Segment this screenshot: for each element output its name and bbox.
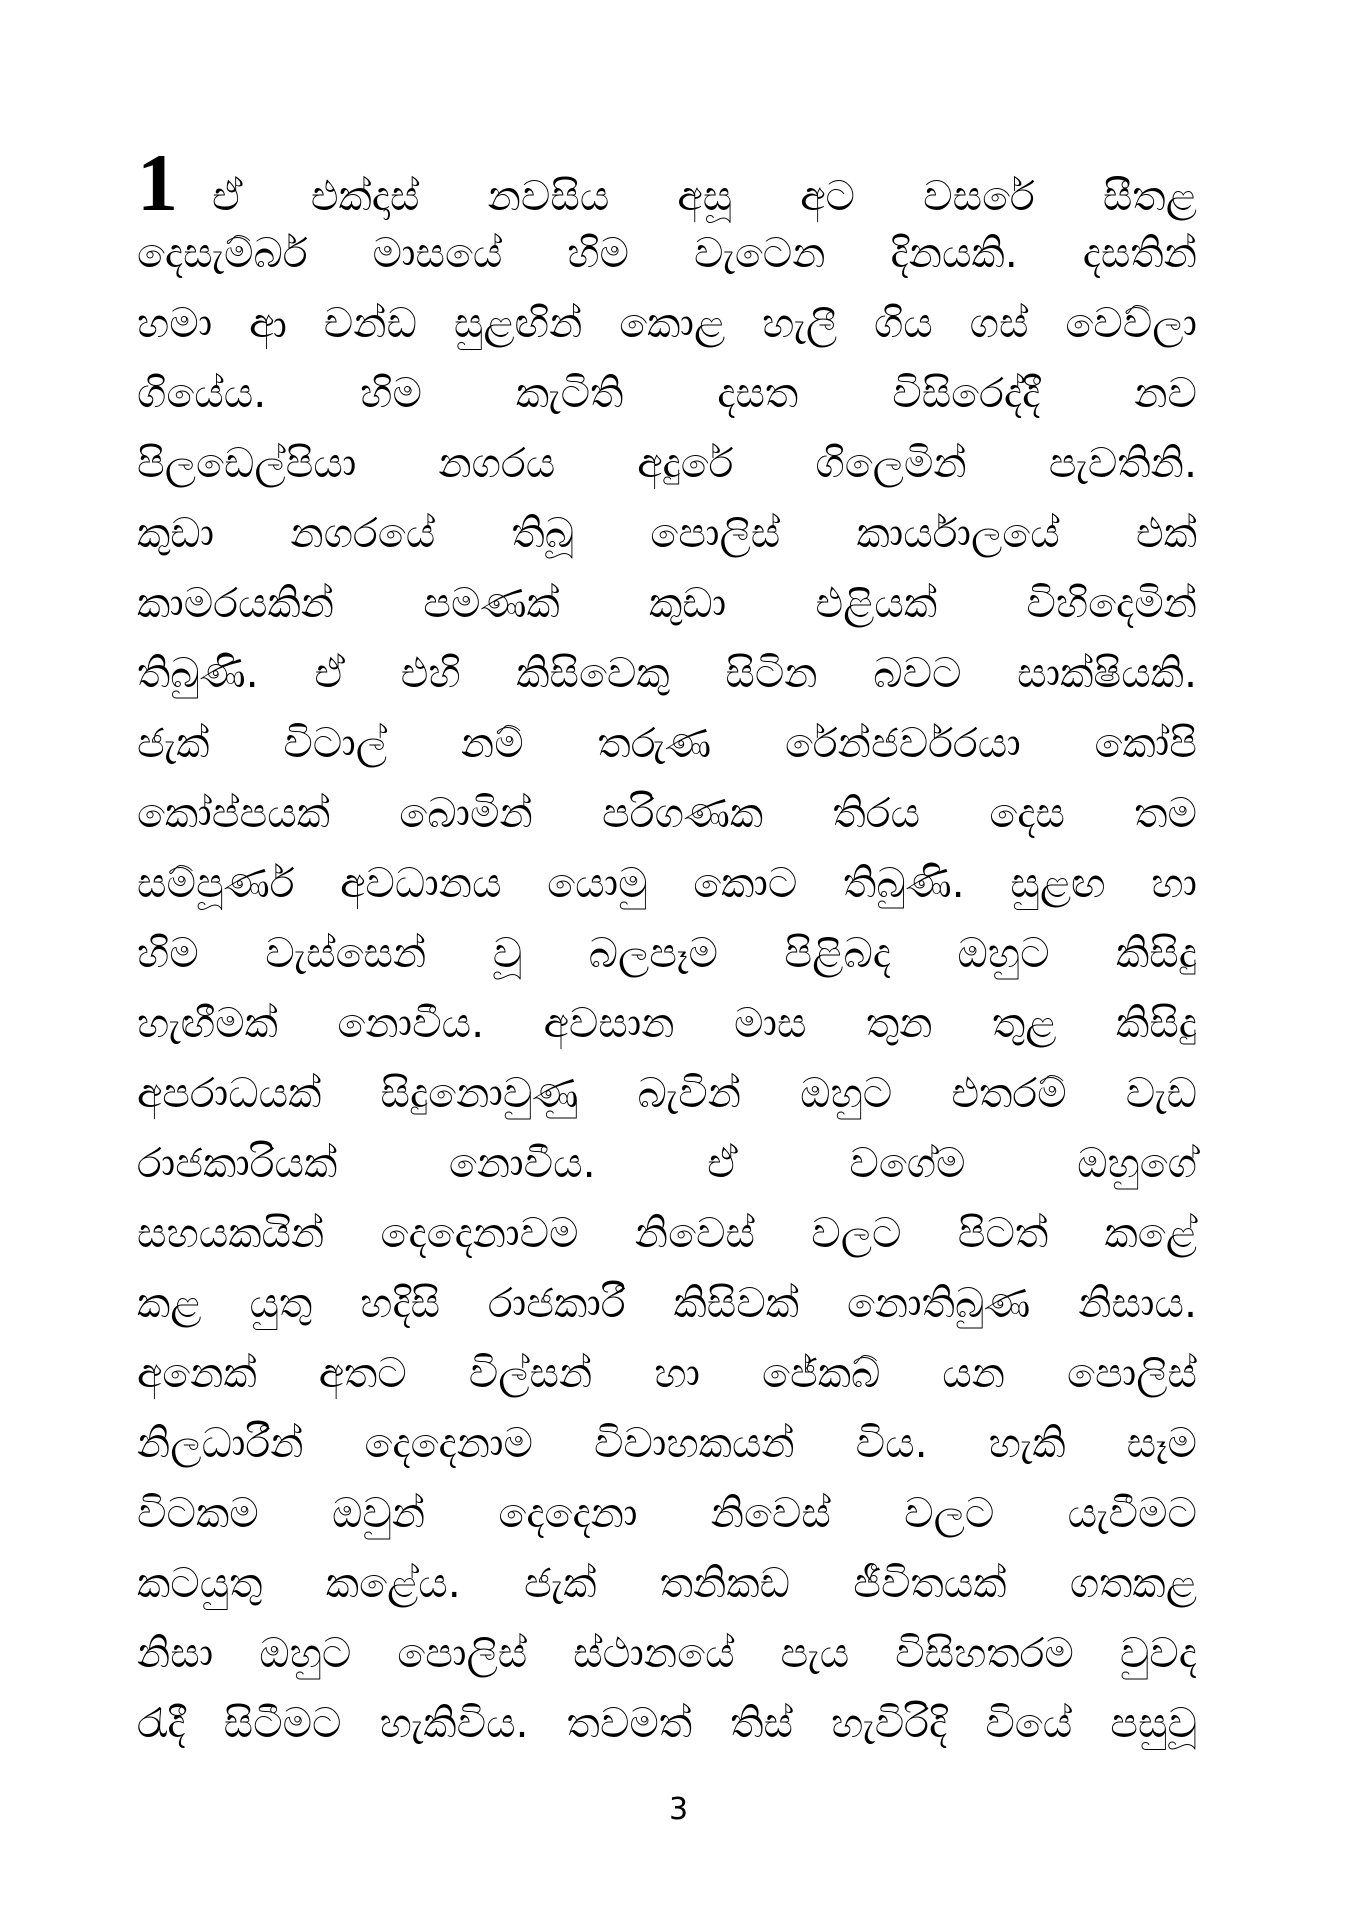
text-line: රාජකාරියක් නොවීය. ඒ වගේම ඔහුගේ — [137, 1139, 1197, 1187]
text-line: කළ යුතු හදිසි රාජකාරී කිසිවක් නොතිබුණ නිසාය. — [137, 1279, 1197, 1327]
text-line: පිලඩෙල්පියා නගරය අදුරේ ගිලෙමින් පැවතිනි. — [137, 439, 1197, 487]
text-line-content: ඒ එක්දාස් නවසිය අසූ අට වසරේ සීතළ — [212, 172, 1197, 220]
text-line: තිබුණි. ඒ එහි කිසිවෙකු සිටින බවට සාක්ෂියකි. — [137, 649, 1197, 697]
text-line — [137, 137, 1197, 228]
text-line: කෝප්පයක් බොමින් පරිගණක තිරය දෙස තම — [137, 789, 1197, 837]
text-line: හැඟීමක් නොවීය. අවසාන මාස තුන තුළ කිසිදු — [137, 999, 1197, 1047]
text-line: හමා ආ චන්ඩ සුළඟින් කොළ හැලී ගිය ගස් වෙව්ලා — [137, 299, 1197, 347]
text-line: ජැක් විටාල් නම් තරුණ රේන්ජර්වරයා කෝපි — [137, 719, 1197, 767]
text-line: සහයකයින් දෙදෙනාවම නිවෙස් වලට පිටත් කළේ — [137, 1209, 1197, 1257]
body-text — [137, 137, 1197, 1758]
text-line: කුඩා නගරයේ තිබූ පොලිස් කාර්යාලයේ එක් — [137, 509, 1197, 557]
text-line: ගියේය. හිම කැටිති දසත විසිරෙද්දී නව — [137, 369, 1197, 417]
text-line: කටයුතු කළේය. ජැක් තනිකඩ ජීවිතයක් ගතකළ — [137, 1559, 1197, 1607]
text-line: සම්පූර්ණ අවධානය යොමු කොට තිබුණි. සුළඟ හා — [137, 859, 1197, 907]
text-line: අපරාධයක් සිදුනොවුණු බැවින් ඔහුට එතරම් වැඩ — [137, 1069, 1197, 1117]
text-line: දෙසැම්බර් මාසයේ හිම වැටෙන දිනයකි. දසතින් — [137, 229, 1197, 277]
text-line: විටකම ඔවුන් දෙදෙනා නිවෙස් වලට යැවීමට — [137, 1489, 1197, 1537]
text-line: නිලධාරීන් දෙදෙනාම විවාහකයන් විය. හැකි සෑම — [137, 1419, 1197, 1467]
text-line: රැදී සිටීමට හැකිවිය. තවමත් තිස් හැවිරිදි වියේ පසුවූ — [137, 1699, 1197, 1747]
text-line: හිම වැස්සෙන් වූ බලපෑම පිළිබද ඔහුට කිසිදු — [137, 929, 1197, 977]
page-number: 3 — [668, 1792, 689, 1827]
text-line: අනෙක් අතට විල්සන් හා ජේකබ් යන පොලිස් — [137, 1349, 1197, 1397]
chapter-number: 1 — [137, 137, 178, 228]
text-line: නිසා ඔහුට පොලිස් ස්ථානයේ පැය විසිහතරම වුවද — [137, 1629, 1197, 1677]
text-line: කාමරයකින් පමණක් කුඩා එළියක් විහිදෙමින් — [137, 579, 1197, 627]
